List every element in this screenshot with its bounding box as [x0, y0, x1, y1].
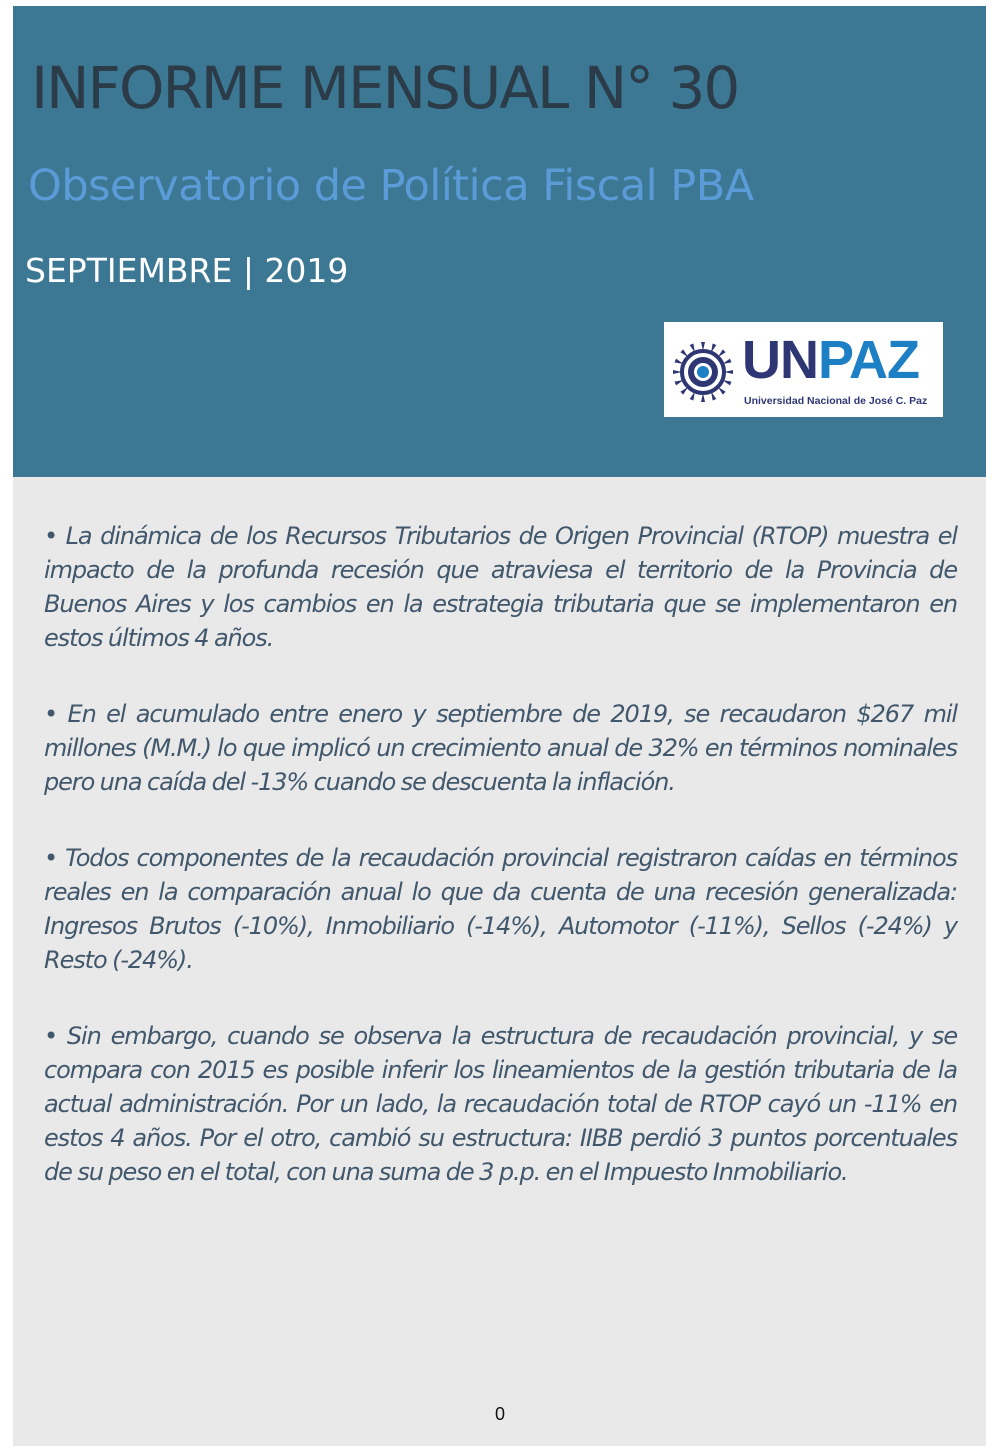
- sun-emblem-icon: [672, 332, 734, 406]
- report-header: [13, 6, 986, 477]
- report-date: SEPTIEMBRE | 2019: [25, 251, 349, 290]
- logo-wordmark-paz: PAZ: [818, 330, 919, 390]
- logo-wordmark: [742, 331, 919, 389]
- logo-wordmark-un: UN: [742, 330, 818, 390]
- summary-bullet-3: • Todos componentes de la recaudación provincial registraron caídas en términos reales en la comparación anual lo que da cuenta de una recesión generalizada: Ingresos Brutos (-10%), Inmobiliario (-14%), Automotor (-11%), Sellos (-24%) y Resto (-24%).: [44, 844, 957, 974]
- report-title: INFORME MENSUAL N° 30: [31, 54, 739, 122]
- unpaz-logo: [664, 322, 943, 417]
- document-page: [13, 6, 986, 1446]
- report-subtitle: Observatorio de Política Fiscal PBA: [28, 161, 754, 211]
- summary-bullets: [44, 519, 957, 1189]
- page-number: 0: [494, 1404, 505, 1424]
- summary-bullet-2: • En el acumulado entre enero y septiembre de 2019, se recaudaron $267 mil millones (M.M.) lo que implicó un crecimiento anual de 32% en términos nominales pero una caída del -13% cuando se descuenta la inflación.: [44, 700, 957, 796]
- summary-bullet-1: • La dinámica de los Recursos Tributarios de Origen Provincial (RTOP) muestra el impacto de la profunda recesión que atraviesa el territorio de la Provincia de Buenos Aires y los cambios en la estrategia tributaria que se implementaron en estos últimos 4 años.: [44, 522, 957, 652]
- logo-tagline: Universidad Nacional de José C. Paz: [744, 395, 928, 407]
- summary-bullet-4: • Sin embargo, cuando se observa la estructura de recaudación provincial, y se compara con 2015 es posible inferir los lineamientos de la gestión tributaria de la actual administración. Por un lado, la recaudación total de RTOP cayó un -11% en estos 4 años. Por el otro, cambió su estructura: IIBB perdió 3 puntos porcentuales de su peso en el total, con una suma de 3 p.p. en el Impuesto Inmobiliario.: [44, 1022, 957, 1186]
